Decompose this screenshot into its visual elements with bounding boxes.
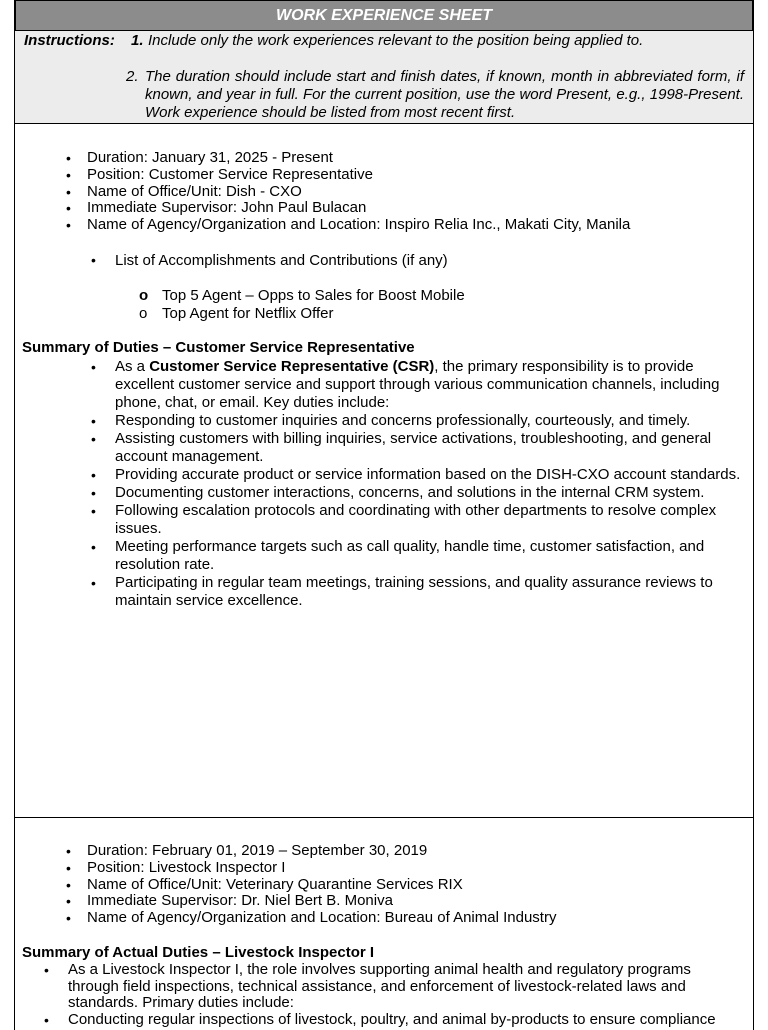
- entry2-duties-list: [44, 962, 744, 1028]
- entry1-duties-list: [91, 358, 741, 610]
- accomplishments-label: List of Accomplishments and Contributions (if any): [115, 252, 448, 269]
- instruction-1-number: 1.: [131, 32, 144, 49]
- duty-item: • Responding to customer inquiries and concerns professionally, courteously, and timely.: [91, 412, 741, 430]
- entry1-office: • Name of Office/Unit: Dish - CXO: [66, 184, 630, 201]
- entry1-position: • Position: Customer Service Representative: [66, 167, 630, 184]
- duty-item: • Documenting customer interactions, concerns, and solutions in the internal CRM system.: [91, 484, 741, 502]
- intro-role: Customer Service Representative (CSR): [149, 358, 435, 375]
- accomplishment-text: Top Agent for Netflix Offer: [162, 305, 334, 322]
- instruction-2-number: 2.: [126, 68, 139, 85]
- entry1-supervisor: • Immediate Supervisor: John Paul Bulacan: [66, 200, 630, 217]
- intro-prefix: As a: [115, 358, 150, 375]
- accomplishment-text: Top 5 Agent – Opps to Sales for Boost Mobile: [162, 287, 465, 304]
- instruction-2-text: The duration should include start and finish dates, if known, month in abbreviated form, if known, and year in full. For the current position, use the word Present, e.g., 1998-Present. Work experience should be listed from most recent first.: [145, 68, 744, 121]
- duty-item: • Conducting regular inspections of livestock, poultry, and animal by-products to ensure compliance: [44, 1012, 744, 1029]
- circle-bullet-icon: o: [139, 305, 148, 322]
- work-experience-sheet: [14, 0, 754, 1030]
- instructions-label: Instructions:: [24, 32, 115, 49]
- circle-bullet-icon: o: [139, 287, 149, 304]
- entry1-info-list: [66, 150, 630, 234]
- entry2-duration: • Duration: February 01, 2019 – September 30, 2019: [66, 843, 556, 860]
- duty-item: • As a Livestock Inspector I, the role involves supporting animal health and regulatory programs through field inspections, technical assistance, and enforcement of livestock-related laws and standards. Primary duties include:: [44, 962, 744, 1012]
- entry2-position: • Position: Livestock Inspector I: [66, 860, 556, 877]
- entry1-summary-heading: Summary of Duties – Customer Service Representative: [22, 339, 415, 356]
- entry2-summary-heading: Summary of Actual Duties – Livestock Inspector I: [22, 944, 375, 961]
- duty-item: • Participating in regular team meetings, training sessions, and quality assurance reviews to maintain service excellence.: [91, 574, 741, 610]
- entry1-intro: [91, 358, 741, 412]
- entry1-agency: • Name of Agency/Organization and Location: Inspiro Relia Inc., Makati City, Manila: [66, 217, 630, 234]
- duty-item: • Meeting performance targets such as call quality, handle time, customer satisfaction, and resolution rate.: [91, 538, 741, 574]
- duty-item: • Assisting customers with billing inquiries, service activations, troubleshooting, and general account management.: [91, 430, 741, 466]
- entry2-info-list: [66, 843, 556, 927]
- entry1-duration: • Duration: January 31, 2025 - Present: [66, 150, 630, 167]
- sheet-title: WORK EXPERIENCE SHEET: [15, 0, 753, 31]
- intro-suffix: , the primary responsibility is to provide excellent customer service and support through various communication channels, including phone, chat, or email. Key duties include:: [115, 358, 720, 411]
- duty-item: • Following escalation protocols and coordinating with other departments to resolve complex issues.: [91, 502, 741, 538]
- bullet-icon: •: [91, 252, 96, 268]
- duty-item: • Providing accurate product or service information based on the DISH-CXO account standards.: [91, 466, 741, 484]
- instructions-panel: [15, 31, 753, 124]
- instruction-1-text: Include only the work experiences relevant to the position being applied to.: [148, 32, 644, 49]
- entry2-supervisor: • Immediate Supervisor: Dr. Niel Bert B. Moniva: [66, 893, 556, 910]
- entry2-agency: • Name of Agency/Organization and Location: Bureau of Animal Industry: [66, 910, 556, 927]
- entry-divider: [15, 817, 753, 818]
- entry2-office: • Name of Office/Unit: Veterinary Quarantine Services RIX: [66, 877, 556, 894]
